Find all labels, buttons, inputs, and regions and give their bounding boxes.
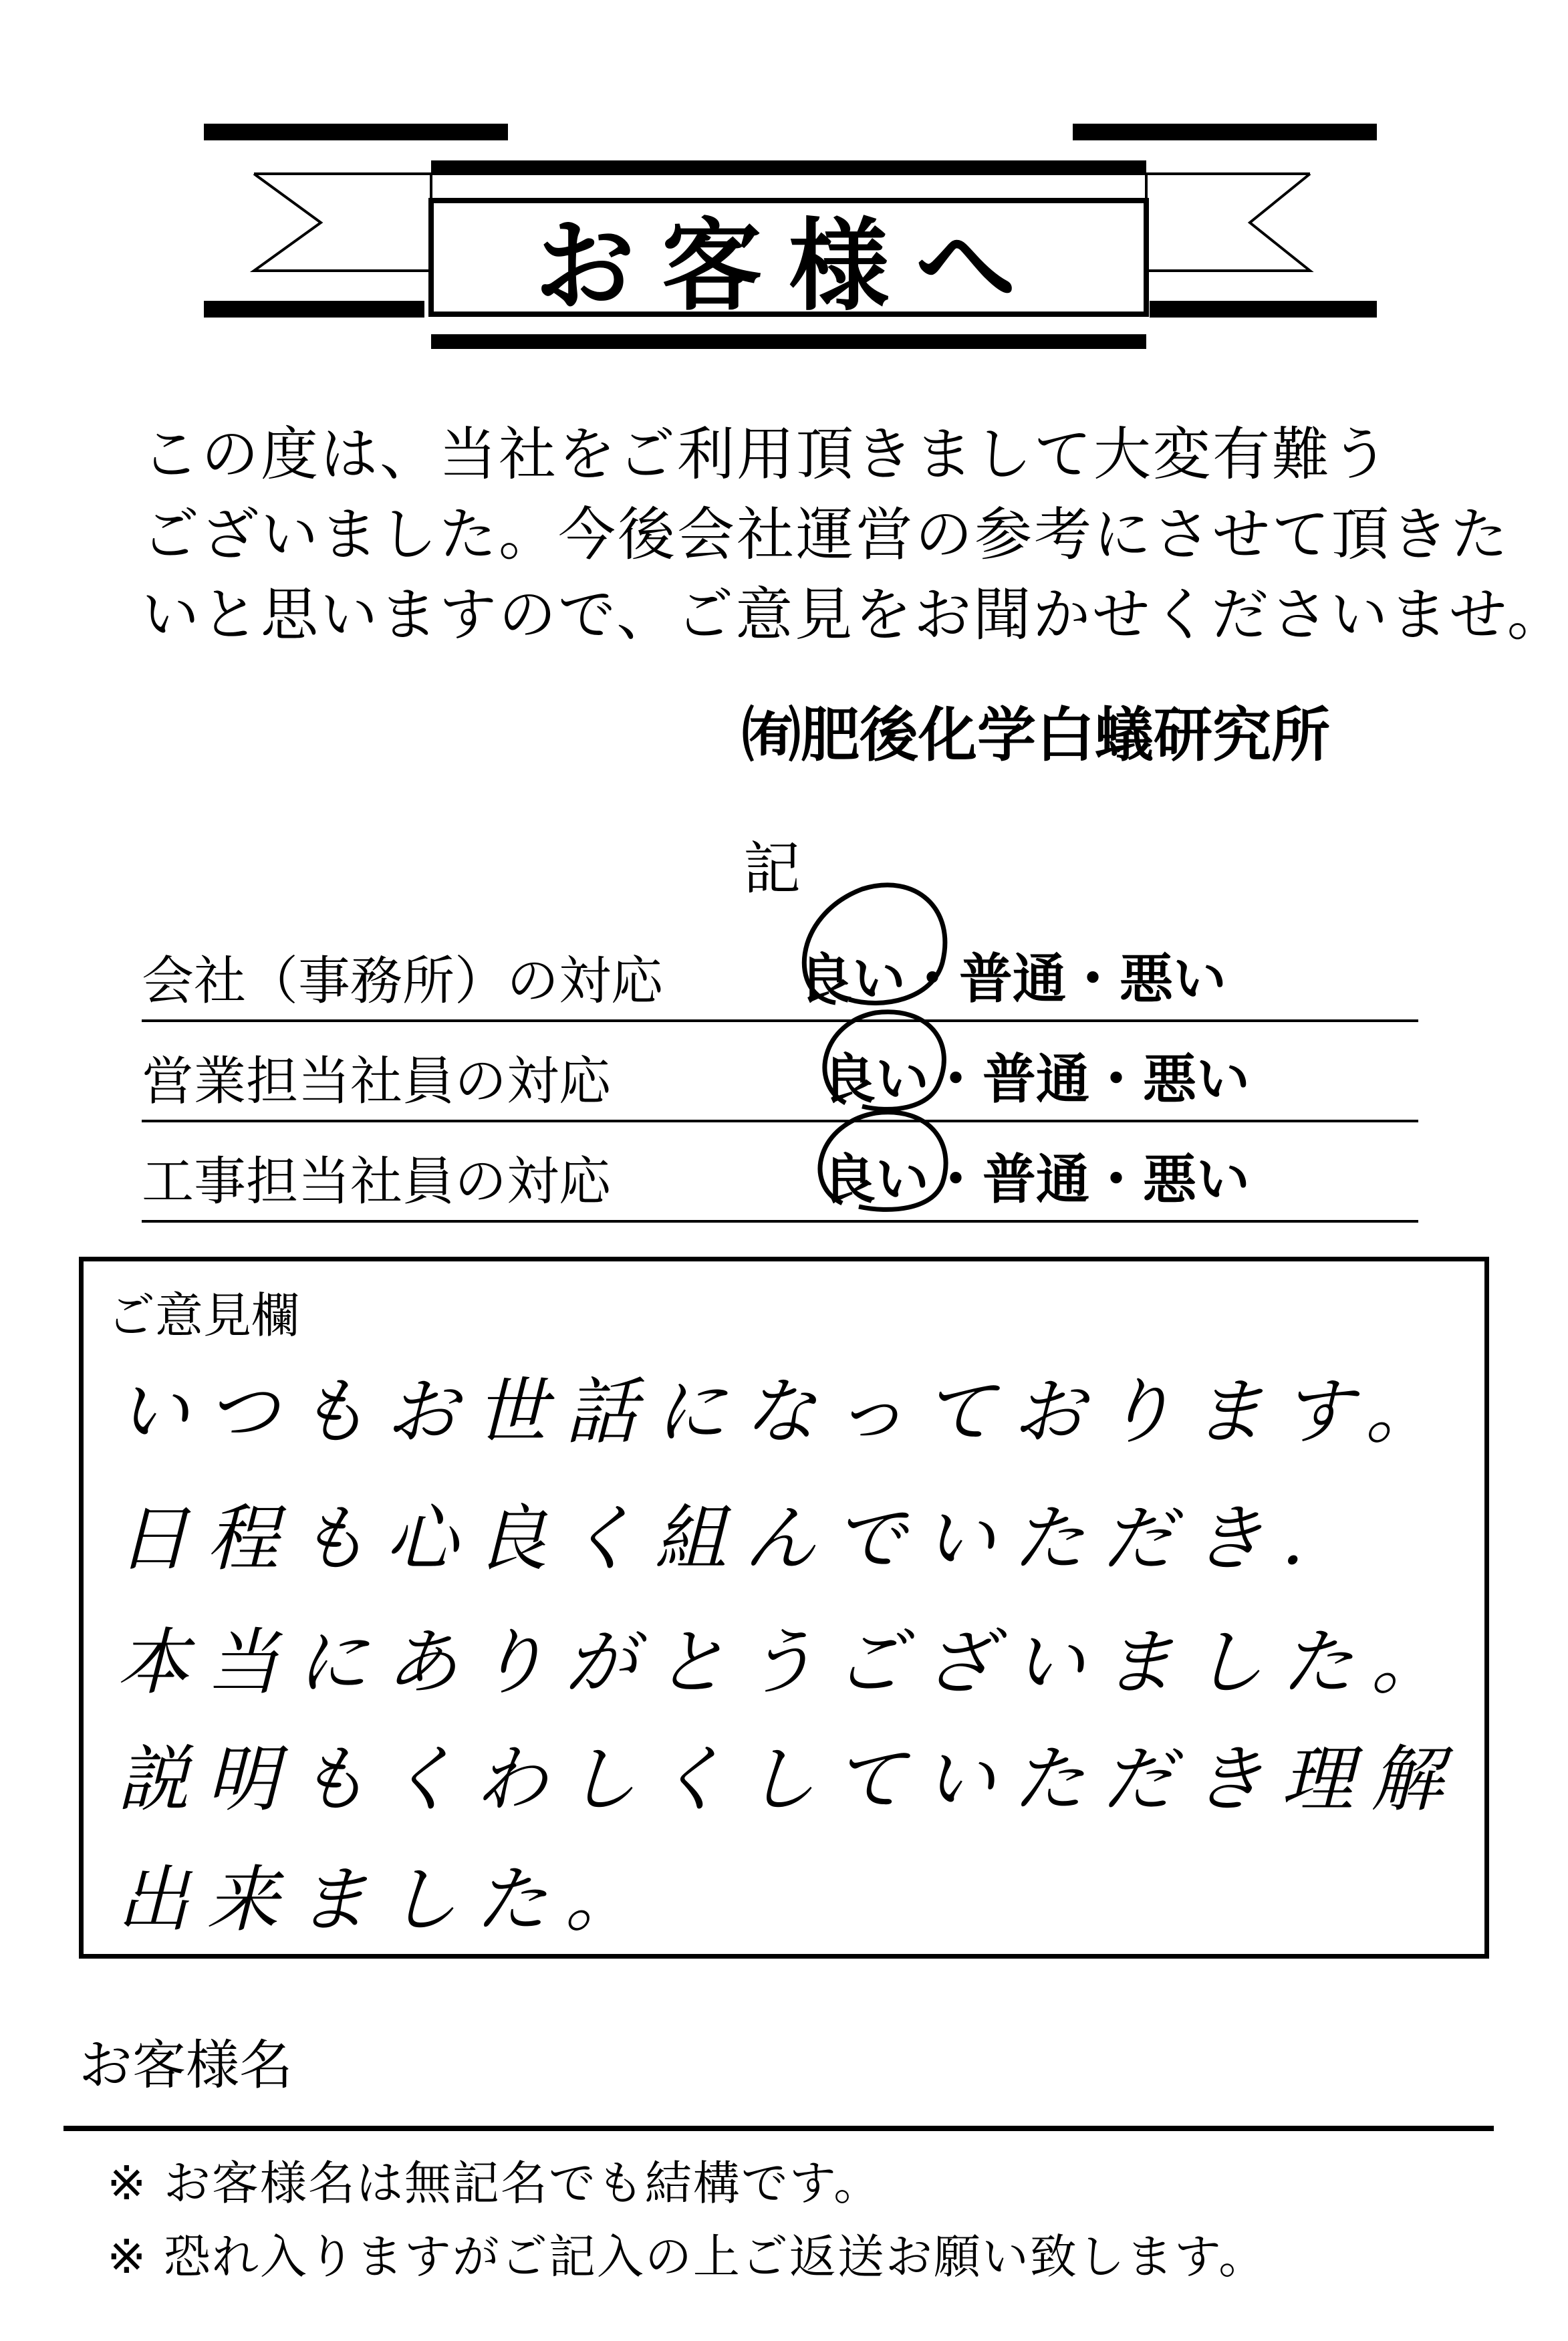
option-bad[interactable]: 悪い (1120, 948, 1226, 1010)
record-heading: 記 (743, 836, 801, 902)
company-name: ㈲肥後化学白蟻研究所 (742, 701, 1331, 769)
eval-label-sales: 営業担当社員の対応 (142, 1052, 612, 1112)
option-bad[interactable]: 悪い (1143, 1148, 1250, 1211)
option-normal[interactable]: 普通 (983, 1048, 1089, 1110)
eval-options-sales (822, 1036, 1250, 1113)
eval-options-company (799, 936, 1226, 1013)
intro-line-1: この度は、当社をご利用頂きまして大変有難う (142, 421, 1391, 488)
comment-line-5: 出来ました。 (117, 1858, 655, 1942)
intro-line-2: ございました。今後会社運営の参考にさせて頂きた (142, 501, 1510, 568)
intro-line-3: いと思いますので、ご意見をお聞かせくださいませ。 (142, 582, 1567, 648)
eval-divider (142, 1220, 1418, 1223)
comment-line-3: 本当にありがとうございました。 (117, 1621, 1461, 1705)
comment-line-4: 説明もくわしくしていただき理解 (117, 1738, 1461, 1822)
option-normal[interactable]: 普通 (959, 948, 1066, 1010)
option-good[interactable]: 良い (822, 1148, 929, 1211)
eval-options-construction (822, 1136, 1250, 1213)
eval-divider (142, 1120, 1418, 1122)
separator: ・ (929, 1148, 983, 1211)
comments-title: ご意見欄 (107, 1287, 300, 1344)
separator: ・ (929, 1048, 983, 1110)
separator: ・ (1066, 948, 1120, 1010)
separator: ・ (906, 948, 959, 1010)
customer-name-label: お客様名 (79, 2034, 293, 2096)
customer-name-field[interactable] (63, 2126, 1494, 2131)
separator: ・ (1089, 1148, 1143, 1211)
eval-divider (142, 1019, 1418, 1022)
option-good[interactable]: 良い (822, 1048, 929, 1110)
page-title: お客様へ (534, 207, 1043, 325)
eval-label-construction: 工事担当社員の対応 (142, 1152, 612, 1212)
option-normal[interactable]: 普通 (983, 1148, 1089, 1211)
option-good[interactable]: 良い (799, 948, 906, 1010)
separator: ・ (1089, 1048, 1143, 1110)
comment-line-2: 日程も心良く組んでいただき. (117, 1497, 1322, 1581)
option-bad[interactable]: 悪い (1143, 1048, 1250, 1110)
comment-line-1: いつもお世話になっております。 (117, 1370, 1455, 1454)
eval-label-company: 会社（事務所）の対応 (142, 951, 664, 1011)
note-anonymous: ※ お客様名は無記名でも結構です。 (107, 2156, 882, 2211)
note-return: ※ 恐れ入りますがご記入の上ご返送お願い致します。 (107, 2229, 1267, 2284)
